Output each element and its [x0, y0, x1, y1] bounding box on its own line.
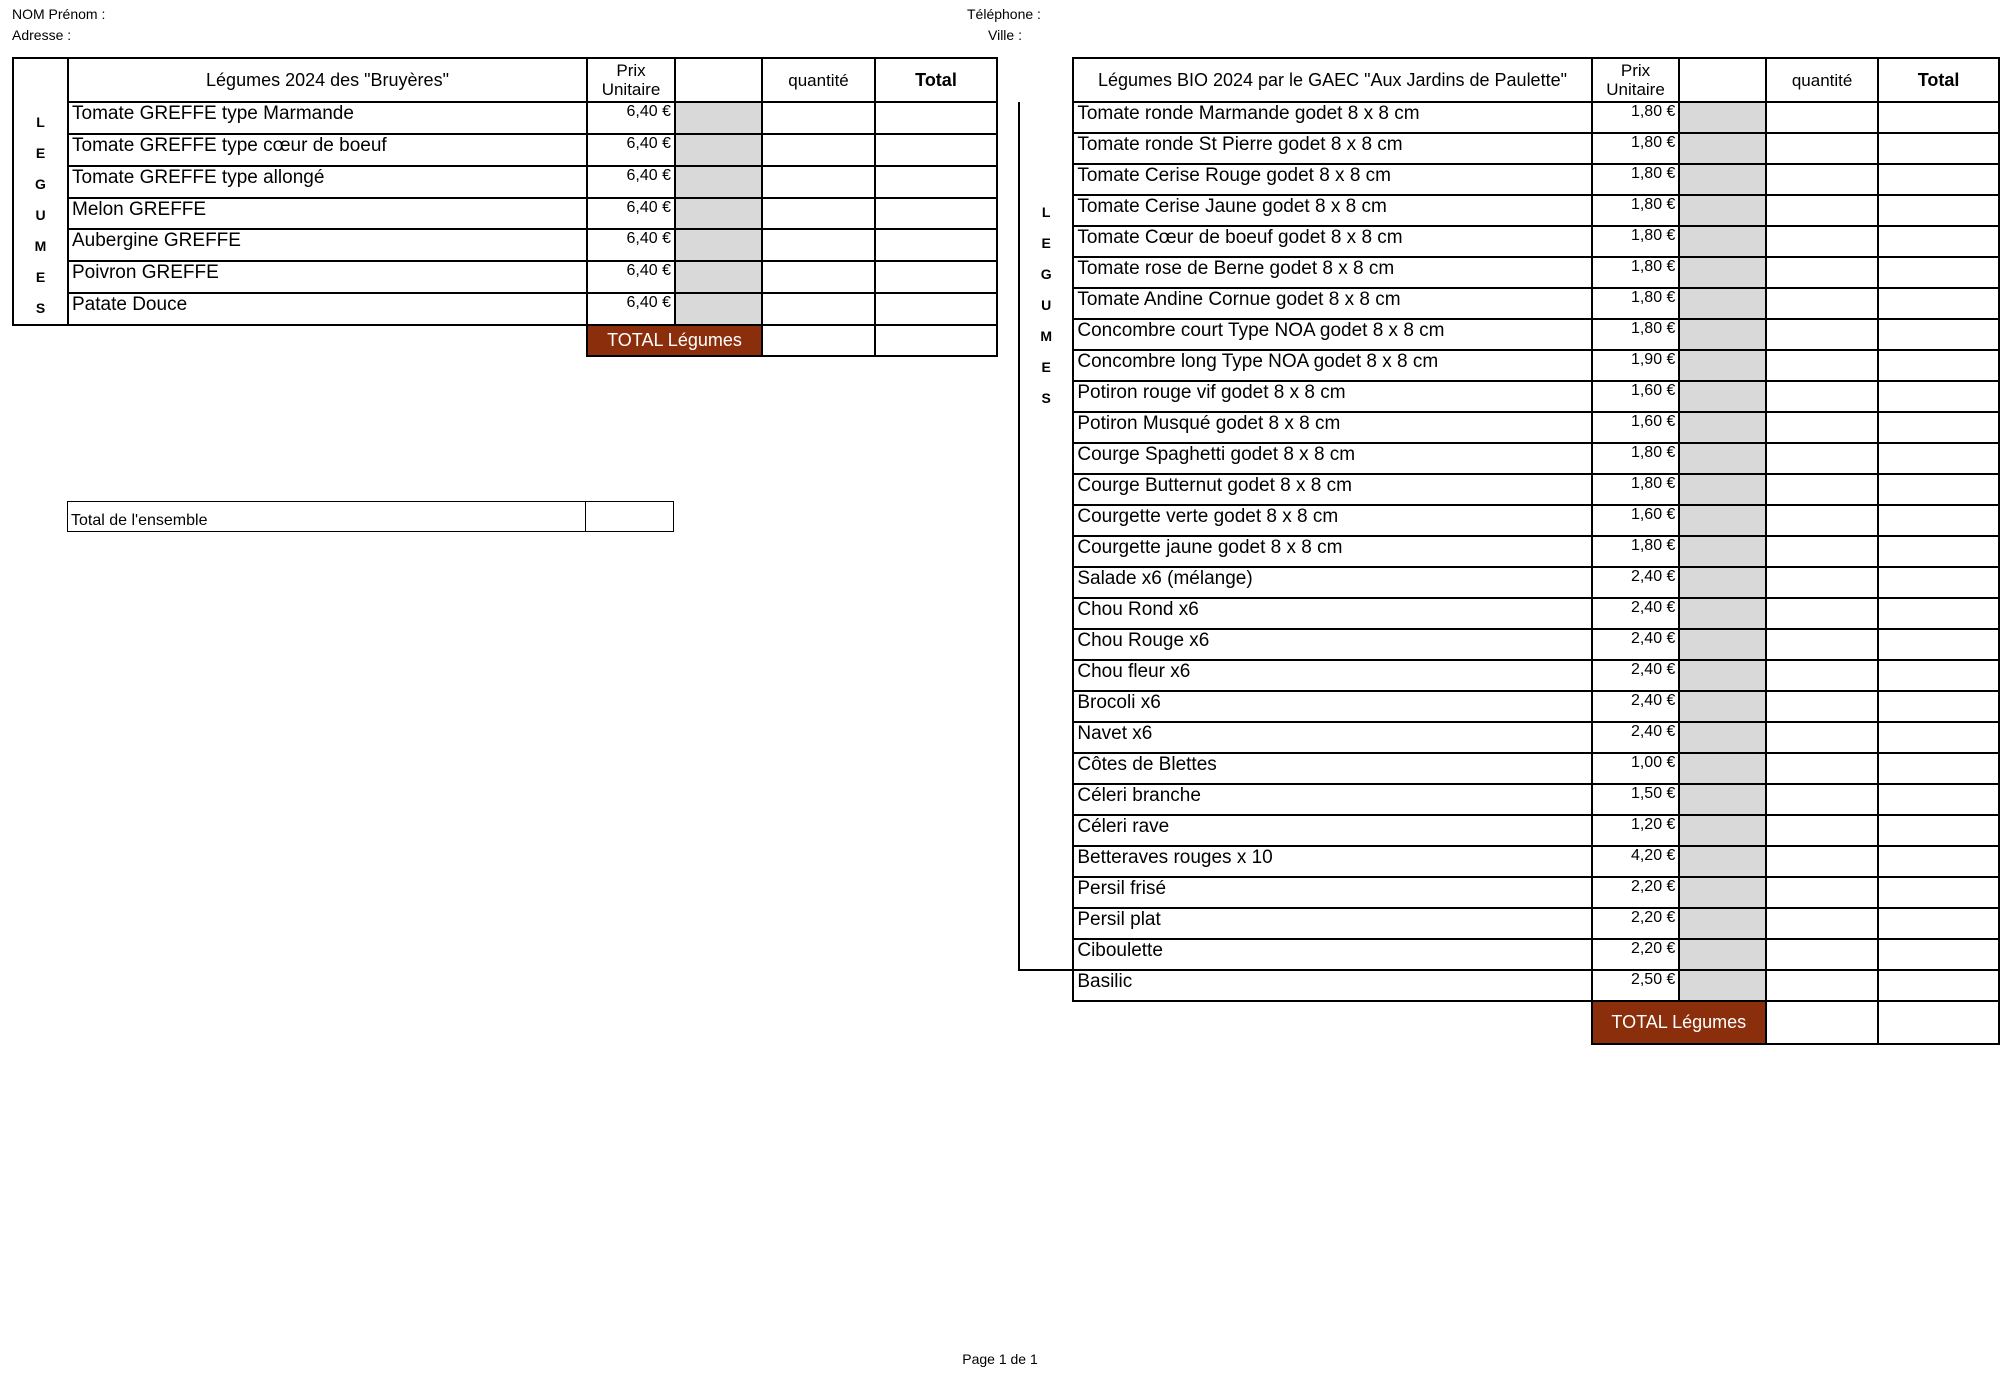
row-total-cell[interactable] [1878, 381, 1999, 412]
product-name: Tomate rose de Berne godet 8 x 8 cm [1073, 257, 1591, 288]
shaded-cell [1679, 567, 1766, 598]
unit-price: 1,80 € [1592, 474, 1680, 505]
right-total-qty-cell[interactable] [1766, 1001, 1878, 1044]
unit-price: 1,80 € [1592, 133, 1680, 164]
unit-price: 6,40 € [587, 229, 675, 261]
quantity-cell[interactable] [1766, 319, 1878, 350]
right-total-amount-cell[interactable] [1878, 1001, 1999, 1044]
table-row [13, 134, 997, 166]
shaded-cell [1679, 753, 1766, 784]
shaded-cell [1679, 598, 1766, 629]
product-name: Concombre long Type NOA godet 8 x 8 cm [1073, 350, 1591, 381]
quantity-cell[interactable] [1766, 505, 1878, 536]
unit-price: 1,60 € [1592, 505, 1680, 536]
shaded-cell [1679, 133, 1766, 164]
quantity-cell[interactable] [1766, 350, 1878, 381]
shaded-cell [1679, 226, 1766, 257]
quantity-cell[interactable] [762, 293, 875, 325]
unit-price: 2,40 € [1592, 660, 1680, 691]
product-name: Courge Spaghetti godet 8 x 8 cm [1073, 443, 1591, 474]
product-name: Basilic [1073, 970, 1591, 1001]
quantity-cell[interactable] [1766, 412, 1878, 443]
table-row [1019, 133, 1999, 164]
side-letter: E [1041, 359, 1051, 375]
unit-price: 1,80 € [1592, 288, 1680, 319]
row-total-cell[interactable] [1878, 164, 1999, 195]
table-row [1019, 567, 1999, 598]
product-name: Melon GREFFE [68, 198, 587, 230]
table-row [1019, 257, 1999, 288]
product-name: Persil frisé [1073, 877, 1591, 908]
quantity-cell[interactable] [1766, 133, 1878, 164]
shaded-cell [1679, 722, 1766, 753]
side-letter: L [36, 114, 45, 130]
city-label: Ville : [988, 27, 1022, 43]
quantity-cell[interactable] [1766, 257, 1878, 288]
table-row [1019, 350, 1999, 381]
row-total-cell[interactable] [1878, 629, 1999, 660]
shaded-cell [1679, 815, 1766, 846]
shaded-cell [1679, 102, 1766, 133]
unit-price: 2,40 € [1592, 629, 1680, 660]
product-name: Potiron Musqué godet 8 x 8 cm [1073, 412, 1591, 443]
shaded-cell [1679, 195, 1766, 226]
shaded-cell [1679, 288, 1766, 319]
row-total-cell[interactable] [1878, 877, 1999, 908]
left-header-spacer [13, 58, 68, 102]
unit-price: 1,80 € [1592, 164, 1680, 195]
shaded-cell [1679, 412, 1766, 443]
row-total-cell[interactable] [1878, 443, 1999, 474]
unit-price: 2,50 € [1592, 970, 1680, 1001]
product-name: Courge Butternut godet 8 x 8 cm [1073, 474, 1591, 505]
table-row [1019, 443, 1999, 474]
quantity-cell[interactable] [1766, 443, 1878, 474]
quantity-cell[interactable] [1766, 691, 1878, 722]
product-name: Potiron rouge vif godet 8 x 8 cm [1073, 381, 1591, 412]
table-row [1019, 505, 1999, 536]
shaded-cell [1679, 505, 1766, 536]
row-total-cell[interactable] [1878, 598, 1999, 629]
unit-price: 1,80 € [1592, 443, 1680, 474]
shaded-cell [1679, 846, 1766, 877]
shaded-cell [1679, 319, 1766, 350]
grand-total-box [67, 501, 674, 532]
shaded-cell [675, 198, 762, 230]
side-letter: E [35, 145, 46, 161]
shaded-cell [675, 293, 762, 325]
unit-price: 6,40 € [587, 102, 675, 134]
row-total-cell[interactable] [1878, 846, 1999, 877]
shaded-cell [1679, 691, 1766, 722]
quantity-cell[interactable] [1766, 784, 1878, 815]
row-total-cell[interactable] [1878, 815, 1999, 846]
quantity-cell[interactable] [1766, 877, 1878, 908]
unit-price: 2,20 € [1592, 939, 1680, 970]
unit-price: 4,20 € [1592, 846, 1680, 877]
row-total-cell[interactable] [1878, 412, 1999, 443]
product-name: Patate Douce [68, 293, 587, 325]
row-total-cell[interactable] [1878, 226, 1999, 257]
product-name: Brocoli x6 [1073, 691, 1591, 722]
left-header-blank [675, 58, 762, 102]
table-row [1019, 164, 1999, 195]
table-row [1019, 412, 1999, 443]
unit-price: 6,40 € [587, 261, 675, 293]
product-name: Chou Rouge x6 [1073, 629, 1591, 660]
unit-price: 2,20 € [1592, 877, 1680, 908]
side-letters [13, 102, 68, 325]
quantity-cell[interactable] [1766, 629, 1878, 660]
table-row [1019, 815, 1999, 846]
table-row [1019, 784, 1999, 815]
unit-price: 2,40 € [1592, 722, 1680, 753]
product-name: Navet x6 [1073, 722, 1591, 753]
row-total-cell[interactable] [1878, 474, 1999, 505]
row-total-cell[interactable] [1878, 195, 1999, 226]
shaded-cell [675, 134, 762, 166]
quantity-cell[interactable] [1766, 226, 1878, 257]
product-name: Tomate GREFFE type Marmande [68, 102, 587, 134]
right-header-blank [1679, 58, 1766, 102]
side-letter: E [35, 269, 46, 285]
side-letter: E [1041, 235, 1051, 251]
quantity-cell[interactable] [1766, 195, 1878, 226]
row-total-cell[interactable] [875, 198, 997, 230]
row-total-cell[interactable] [1878, 784, 1999, 815]
side-letters [1019, 102, 1073, 970]
row-total-cell[interactable] [1878, 350, 1999, 381]
quantity-cell[interactable] [762, 166, 875, 198]
product-name: Salade x6 (mélange) [1073, 567, 1591, 598]
side-letter: M [34, 238, 47, 254]
unit-price: 1,80 € [1592, 257, 1680, 288]
side-letter: U [35, 207, 46, 223]
product-name: Tomate ronde St Pierre godet 8 x 8 cm [1073, 133, 1591, 164]
shaded-cell [1679, 970, 1766, 1001]
unit-price: 1,80 € [1592, 319, 1680, 350]
row-total-cell[interactable] [875, 166, 997, 198]
row-total-cell[interactable] [1878, 691, 1999, 722]
table-row [1019, 691, 1999, 722]
unit-price: 6,40 € [587, 166, 675, 198]
shaded-cell [675, 261, 762, 293]
left-vegetable-table [12, 57, 998, 357]
unit-price: 1,80 € [1592, 195, 1680, 226]
unit-price: 1,80 € [1592, 102, 1680, 133]
quantity-cell[interactable] [1766, 164, 1878, 195]
table-row [1019, 846, 1999, 877]
table-row [1019, 536, 1999, 567]
product-name: Tomate Cerise Jaune godet 8 x 8 cm [1073, 195, 1591, 226]
product-name: Côtes de Blettes [1073, 753, 1591, 784]
quantity-cell[interactable] [1766, 846, 1878, 877]
shaded-cell [1679, 474, 1766, 505]
shaded-cell [1679, 660, 1766, 691]
left-qty-header: quantité [762, 58, 875, 102]
shaded-cell [1679, 536, 1766, 567]
product-name: Aubergine GREFFE [68, 229, 587, 261]
unit-price: 6,40 € [587, 198, 675, 230]
quantity-cell[interactable] [1766, 753, 1878, 784]
quantity-cell[interactable] [762, 229, 875, 261]
row-total-cell[interactable] [1878, 567, 1999, 598]
shaded-cell [1679, 784, 1766, 815]
table-row [1019, 753, 1999, 784]
shaded-cell [1679, 164, 1766, 195]
side-letter: M [1040, 328, 1052, 344]
product-name: Tomate Cœur de boeuf godet 8 x 8 cm [1073, 226, 1591, 257]
table-row [1019, 102, 1999, 133]
row-total-cell[interactable] [875, 293, 997, 325]
quantity-cell[interactable] [1766, 908, 1878, 939]
shaded-cell [675, 102, 762, 134]
shaded-cell [1679, 629, 1766, 660]
left-total-header: Total [875, 58, 997, 102]
product-name: Tomate Cerise Rouge godet 8 x 8 cm [1073, 164, 1591, 195]
unit-price: 2,40 € [1592, 691, 1680, 722]
row-total-cell[interactable] [1878, 536, 1999, 567]
product-name: Chou Rond x6 [1073, 598, 1591, 629]
row-total-cell[interactable] [1878, 102, 1999, 133]
quantity-cell[interactable] [1766, 598, 1878, 629]
left-price-header: Prix Unitaire [587, 58, 675, 102]
quantity-cell[interactable] [1766, 939, 1878, 970]
table-row [1019, 877, 1999, 908]
quantity-cell[interactable] [1766, 815, 1878, 846]
row-total-cell[interactable] [875, 229, 997, 261]
row-total-cell[interactable] [1878, 288, 1999, 319]
product-name: Concombre court Type NOA godet 8 x 8 cm [1073, 319, 1591, 350]
quantity-cell[interactable] [1766, 722, 1878, 753]
table-row [13, 198, 997, 230]
page-footer: Page 1 de 1 [962, 1351, 1038, 1367]
shaded-cell [1679, 443, 1766, 474]
shaded-cell [1679, 877, 1766, 908]
table-row [1019, 722, 1999, 753]
product-name: Tomate Andine Cornue godet 8 x 8 cm [1073, 288, 1591, 319]
table-row [1019, 195, 1999, 226]
row-total-cell[interactable] [1878, 505, 1999, 536]
right-total-header: Total [1878, 58, 1999, 102]
grand-total-label: Total de l'ensemble [68, 502, 586, 532]
shaded-cell [1679, 257, 1766, 288]
unit-price: 1,50 € [1592, 784, 1680, 815]
table-row [1019, 629, 1999, 660]
left-total-legumes-label: TOTAL Légumes [587, 325, 762, 356]
quantity-cell[interactable] [1766, 970, 1878, 1001]
address-label: Adresse : [12, 27, 72, 43]
product-name: Courgette jaune godet 8 x 8 cm [1073, 536, 1591, 567]
table-row [13, 102, 997, 134]
left-total-qty-cell[interactable] [762, 325, 875, 356]
table-row [1019, 970, 1999, 1001]
shaded-cell [675, 166, 762, 198]
unit-price: 1,20 € [1592, 815, 1680, 846]
table-row [1019, 288, 1999, 319]
row-total-cell[interactable] [1878, 257, 1999, 288]
right-total-legumes-label: TOTAL Légumes [1592, 1001, 1766, 1044]
table-row [1019, 908, 1999, 939]
table-row [1019, 474, 1999, 505]
quantity-cell[interactable] [1766, 567, 1878, 598]
row-total-cell[interactable] [875, 134, 997, 166]
quantity-cell[interactable] [1766, 102, 1878, 133]
unit-price: 2,40 € [1592, 598, 1680, 629]
product-name: Chou fleur x6 [1073, 660, 1591, 691]
table-row [13, 293, 997, 325]
name-label: NOM Prénom : [12, 6, 106, 22]
table-row [1019, 598, 1999, 629]
side-letter: G [1040, 266, 1052, 282]
unit-price: 1,90 € [1592, 350, 1680, 381]
row-total-cell[interactable] [1878, 722, 1999, 753]
unit-price: 6,40 € [587, 293, 675, 325]
quantity-cell[interactable] [762, 102, 875, 134]
shaded-cell [1679, 350, 1766, 381]
side-letter: S [35, 300, 46, 316]
side-letter: U [1041, 297, 1052, 313]
right-header-spacer [1019, 58, 1073, 102]
right-price-header: Prix Unitaire [1592, 58, 1680, 102]
unit-price: 1,60 € [1592, 412, 1680, 443]
row-total-cell[interactable] [1878, 970, 1999, 1001]
row-total-cell[interactable] [1878, 939, 1999, 970]
row-total-cell[interactable] [1878, 753, 1999, 784]
grand-total-value-cell[interactable] [586, 502, 674, 532]
shaded-cell [1679, 908, 1766, 939]
left-table-title: Légumes 2024 des "Bruyères" [68, 58, 587, 102]
product-name: Tomate GREFFE type cœur de boeuf [68, 134, 587, 166]
product-name: Céleri rave [1073, 815, 1591, 846]
left-total-amount-cell[interactable] [875, 325, 997, 356]
quantity-cell[interactable] [1766, 660, 1878, 691]
table-row [1019, 381, 1999, 412]
right-qty-header: quantité [1766, 58, 1878, 102]
unit-price: 1,60 € [1592, 381, 1680, 412]
row-total-cell[interactable] [1878, 319, 1999, 350]
phone-label: Téléphone : [967, 6, 1041, 22]
unit-price: 1,00 € [1592, 753, 1680, 784]
quantity-cell[interactable] [1766, 288, 1878, 319]
unit-price: 1,80 € [1592, 226, 1680, 257]
quantity-cell[interactable] [1766, 474, 1878, 505]
row-total-cell[interactable] [1878, 133, 1999, 164]
side-letter: S [1041, 390, 1051, 406]
unit-price: 2,40 € [1592, 567, 1680, 598]
table-row [1019, 226, 1999, 257]
right-vegetable-table [1018, 57, 2000, 1045]
unit-price: 1,80 € [1592, 536, 1680, 567]
quantity-cell[interactable] [762, 198, 875, 230]
table-row [1019, 660, 1999, 691]
table-row [13, 261, 997, 293]
row-total-cell[interactable] [1878, 660, 1999, 691]
quantity-cell[interactable] [1766, 536, 1878, 567]
product-name: Ciboulette [1073, 939, 1591, 970]
product-name: Betteraves rouges x 10 [1073, 846, 1591, 877]
unit-price: 6,40 € [587, 134, 675, 166]
product-name: Poivron GREFFE [68, 261, 587, 293]
side-letter: G [35, 176, 46, 192]
shaded-cell [1679, 939, 1766, 970]
shaded-cell [675, 229, 762, 261]
side-letter: L [1041, 204, 1051, 220]
unit-price: 2,20 € [1592, 908, 1680, 939]
row-total-cell[interactable] [1878, 908, 1999, 939]
table-row [13, 166, 997, 198]
product-name: Céleri branche [1073, 784, 1591, 815]
quantity-cell[interactable] [762, 261, 875, 293]
table-row [1019, 319, 1999, 350]
right-table-title: Légumes BIO 2024 par le GAEC "Aux Jardins de Paulette" [1073, 58, 1591, 102]
product-name: Persil plat [1073, 908, 1591, 939]
row-total-cell[interactable] [875, 261, 997, 293]
quantity-cell[interactable] [1766, 381, 1878, 412]
product-name: Tomate GREFFE type allongé [68, 166, 587, 198]
table-row [1019, 939, 1999, 970]
table-row [13, 229, 997, 261]
product-name: Courgette verte godet 8 x 8 cm [1073, 505, 1591, 536]
quantity-cell[interactable] [762, 134, 875, 166]
shaded-cell [1679, 381, 1766, 412]
row-total-cell[interactable] [875, 102, 997, 134]
product-name: Tomate ronde Marmande godet 8 x 8 cm [1073, 102, 1591, 133]
